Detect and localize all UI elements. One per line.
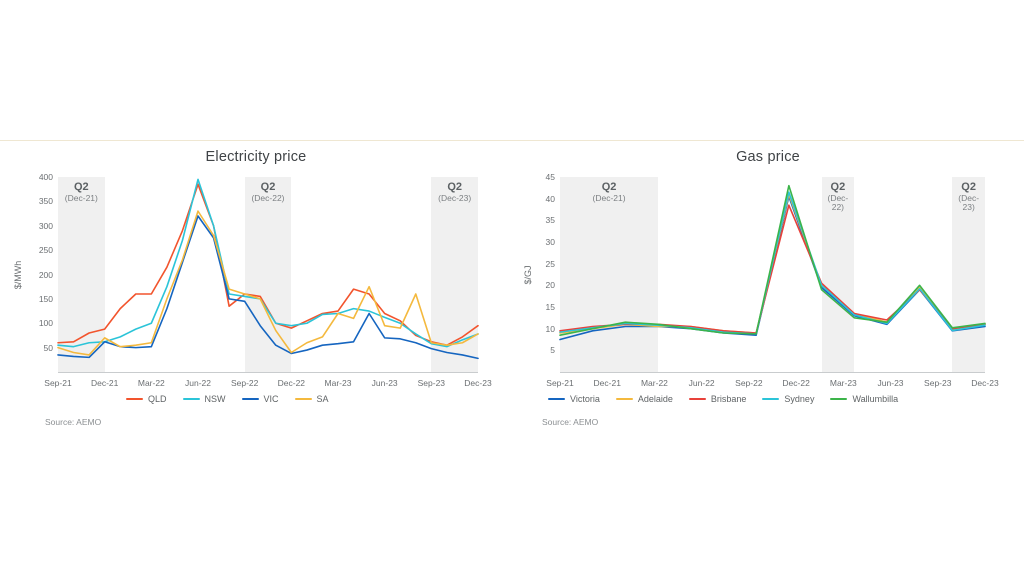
y-tick-label: 150: [38, 293, 53, 304]
x-tick-label: Jun-22: [185, 378, 211, 388]
legend-item-brisbane[interactable]: [689, 394, 747, 404]
legend-swatch-icon: [183, 398, 200, 400]
plot-area-electricity: [13, 172, 492, 388]
x-tick-label: Dec-23: [464, 378, 492, 388]
y-tick-label: 40: [545, 193, 555, 204]
legend-electricity: [126, 394, 345, 404]
figure-panels: [0, 141, 1024, 441]
legend-label: Brisbane: [710, 394, 747, 404]
x-axis-line: [560, 372, 985, 373]
y-tick-label: 25: [545, 258, 555, 269]
y-tick-label: 30: [545, 237, 555, 247]
series-lines: [58, 177, 478, 372]
y-tick-label: 15: [545, 302, 555, 312]
legend-label: Victoria: [570, 394, 600, 404]
x-tick-label: Jun-23: [371, 378, 398, 388]
band-label-title: Q2: [961, 181, 976, 193]
series-line-wallumbilla: [560, 186, 985, 335]
band-label-title: Q2: [260, 181, 276, 193]
band-label-sub: (Dec-21): [64, 192, 98, 203]
plot-area-gas: [523, 172, 999, 388]
y-tick-label: 350: [38, 196, 53, 207]
x-tick-label: Mar-23: [324, 378, 352, 388]
legend-item-adelaide[interactable]: [616, 394, 673, 404]
legend-label: Wallumbilla: [852, 394, 899, 404]
legend-label: Adelaide: [637, 394, 673, 404]
y-tick-label: 5: [550, 345, 555, 356]
legend-gas: [548, 394, 914, 404]
y-tick-label: 200: [38, 269, 53, 280]
x-tick-label: Sep-23: [417, 378, 446, 388]
x-tick-label: Sep-21: [546, 378, 574, 388]
y-tick-label: 300: [38, 220, 53, 231]
x-tick-label: Dec-23: [971, 378, 999, 388]
legend-label: SA: [316, 394, 329, 404]
legend-item-qld[interactable]: [126, 394, 167, 404]
legend-swatch-icon: [689, 398, 706, 400]
band-label-title: Q2: [73, 181, 89, 193]
band-label-sub: (Dec-21): [592, 192, 626, 203]
band-label-sub: (Dec-23): [958, 192, 980, 213]
source-note-electricity: Source: AEMO: [45, 417, 102, 427]
chart-title-gas: Gas price: [736, 149, 800, 165]
legend-item-sa[interactable]: [295, 394, 329, 404]
x-tick-label: Dec-21: [90, 378, 119, 388]
legend-swatch-icon: [616, 398, 633, 400]
y-tick-label: 50: [43, 342, 53, 353]
y-axis-title: $/MWh: [13, 260, 23, 289]
x-axis-line: [58, 372, 478, 373]
chart-title-electricity: Electricity price: [205, 149, 307, 165]
legend-swatch-icon: [548, 398, 565, 400]
x-tick-label: Mar-22: [137, 378, 165, 388]
source-note-gas: Source: AEMO: [542, 417, 599, 427]
x-tick-label: Sep-22: [735, 378, 763, 388]
legend-item-wallumbilla[interactable]: [830, 394, 898, 404]
x-tick-label: Jun-23: [877, 378, 904, 388]
legend-item-sydney[interactable]: [762, 394, 814, 404]
series-lines: [560, 177, 985, 372]
legend-label: NSW: [204, 394, 226, 404]
band-label-title: Q2: [601, 181, 617, 193]
legend-item-vic[interactable]: [242, 394, 279, 404]
x-tick-label: Mar-23: [829, 378, 857, 388]
x-tick-label: Dec-21: [593, 378, 621, 388]
legend-item-nsw[interactable]: [183, 394, 226, 404]
legend-label: Sydney: [784, 394, 815, 404]
x-tick-label: Mar-22: [640, 378, 668, 388]
band-label-sub: (Dec-22): [827, 192, 849, 213]
x-tick-label: Dec-22: [277, 378, 306, 388]
legend-swatch-icon: [126, 398, 143, 400]
series-line-nsw: [58, 179, 478, 346]
y-tick-label: 250: [38, 245, 53, 256]
x-tick-label: Dec-22: [782, 378, 810, 388]
y-tick-label: 10: [545, 323, 555, 334]
legend-label: QLD: [148, 394, 167, 404]
y-tick-label: 100: [38, 318, 53, 329]
legend-swatch-icon: [242, 398, 259, 400]
panel-electricity: [0, 141, 512, 441]
legend-swatch-icon: [295, 398, 312, 400]
legend-swatch-icon: [830, 398, 847, 400]
y-tick-label: 20: [545, 280, 555, 291]
series-line-qld: [58, 184, 478, 345]
band-label-sub: (Dec-22): [251, 192, 285, 203]
x-tick-label: Sep-23: [924, 378, 952, 388]
band-label-title: Q2: [830, 181, 846, 193]
legend-swatch-icon: [762, 398, 779, 400]
x-tick-label: Jun-22: [688, 378, 715, 388]
legend-item-victoria[interactable]: [548, 394, 600, 404]
band-label-title: Q2: [447, 181, 462, 193]
series-line-brisbane: [560, 205, 985, 333]
y-axis-title: $/GJ: [523, 264, 533, 285]
x-tick-label: Sep-21: [44, 378, 72, 388]
band-label-sub: (Dec-23): [438, 192, 472, 203]
y-tick-label: 45: [545, 172, 555, 182]
legend-label: VIC: [263, 394, 279, 404]
y-tick-label: 400: [38, 172, 53, 182]
x-tick-label: Sep-22: [230, 378, 259, 388]
panel-gas: [512, 141, 1024, 441]
y-tick-label: 35: [545, 215, 555, 226]
